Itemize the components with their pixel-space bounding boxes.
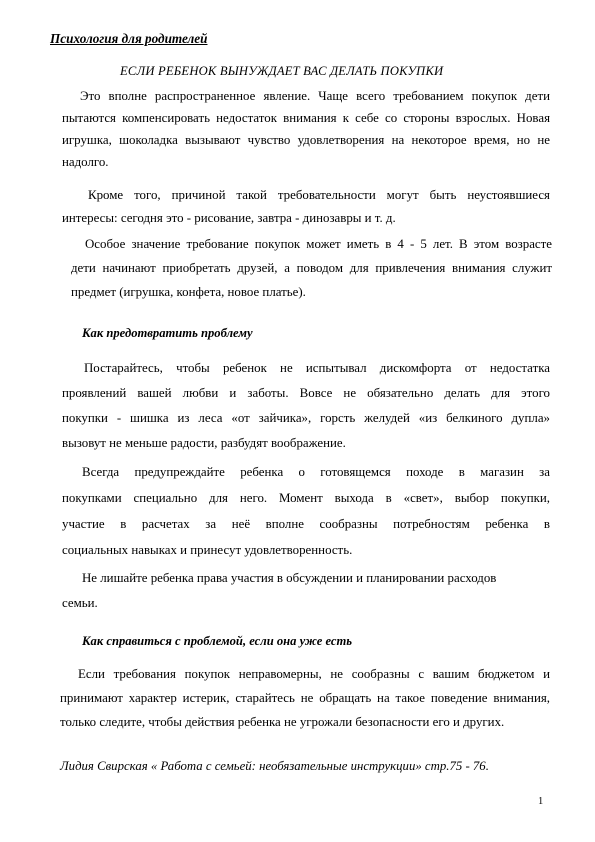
page-title: ЕСЛИ РЕБЕНОК ВЫНУЖДАЕТ ВАС ДЕЛАТЬ ПОКУПКИ [120,64,444,78]
paragraph-line: Если требования покупок неправомерны, не сообразны с вашим бюджетом и [78,667,550,681]
paragraph-line: социальных навыках и принесут удовлетворенность. [62,543,353,557]
paragraph-line: участие в расчетах за неё вполне сообразны потребностям ребенка в [62,517,550,531]
paragraph-line: Постарайтесь, чтобы ребенок не испытывал дискомфорта от недостатка [84,361,550,375]
paragraph-line: Особое значение требование покупок может иметь в 4 - 5 лет. В этом возрасте [85,237,552,251]
paragraph-line: Кроме того, причиной такой требовательности могут быть неустоявшиеся [88,188,550,202]
paragraph-line: покупки - шишка из леса «от зайчика», горсть желудей «из белкиного дупла» [62,411,550,425]
paragraph-line: Не лишайте ребенка права участия в обсуждении и планировании расходов [82,571,497,585]
page-header: Психология для родителей [50,31,208,46]
paragraph-line: пытаются компенсировать недостаток внимания к себе со стороны взрослых. Новая [62,111,550,125]
page-number: 1 [538,796,544,807]
author-signature: Лидия Свирская « Работа с семьей: необязательные инструкции» стр.75 - 76. [60,759,489,773]
paragraph-line: покупками специально для него. Момент выхода в «свет», выбор покупки, [62,491,550,505]
paragraph-line: только следите, чтобы действия ребенка не угрожали безопасности его и других. [60,715,505,729]
paragraph-line: предмет (игрушка, конфета, новое платье). [71,285,306,299]
section-heading-prevent: Как предотвратить проблему [82,326,253,340]
section-heading-cope: Как справиться с проблемой, если она уже есть [82,634,353,648]
paragraph-line: надолго. [62,155,109,169]
paragraph-line: Всегда предупреждайте ребенка о готовящемся походе в магазин за [82,465,550,479]
paragraph-line: дети начинают приобретать друзей, а поводом для привлечения внимания служит [71,261,552,275]
paragraph-line: игрушка, шоколадка вызывают чувство удовлетворения на некоторое время, но не [62,133,550,147]
paragraph-line: вызовут не меньше радости, разбудят воображение. [62,436,346,450]
paragraph-line: проявлений вашей любви и заботы. Вовсе не обязательно делать для этого [62,386,550,400]
paragraph-line: семьи. [62,596,98,610]
paragraph-line: интересы: сегодня это - рисование, завтра - динозавры и т. д. [62,211,396,225]
paragraph-line: принимают характер истерик, старайтесь не обращать на такое поведение внимания, [60,691,550,705]
paragraph-line: Это вполне распространенное явление. Чаще всего требованием покупок дети [80,89,550,103]
